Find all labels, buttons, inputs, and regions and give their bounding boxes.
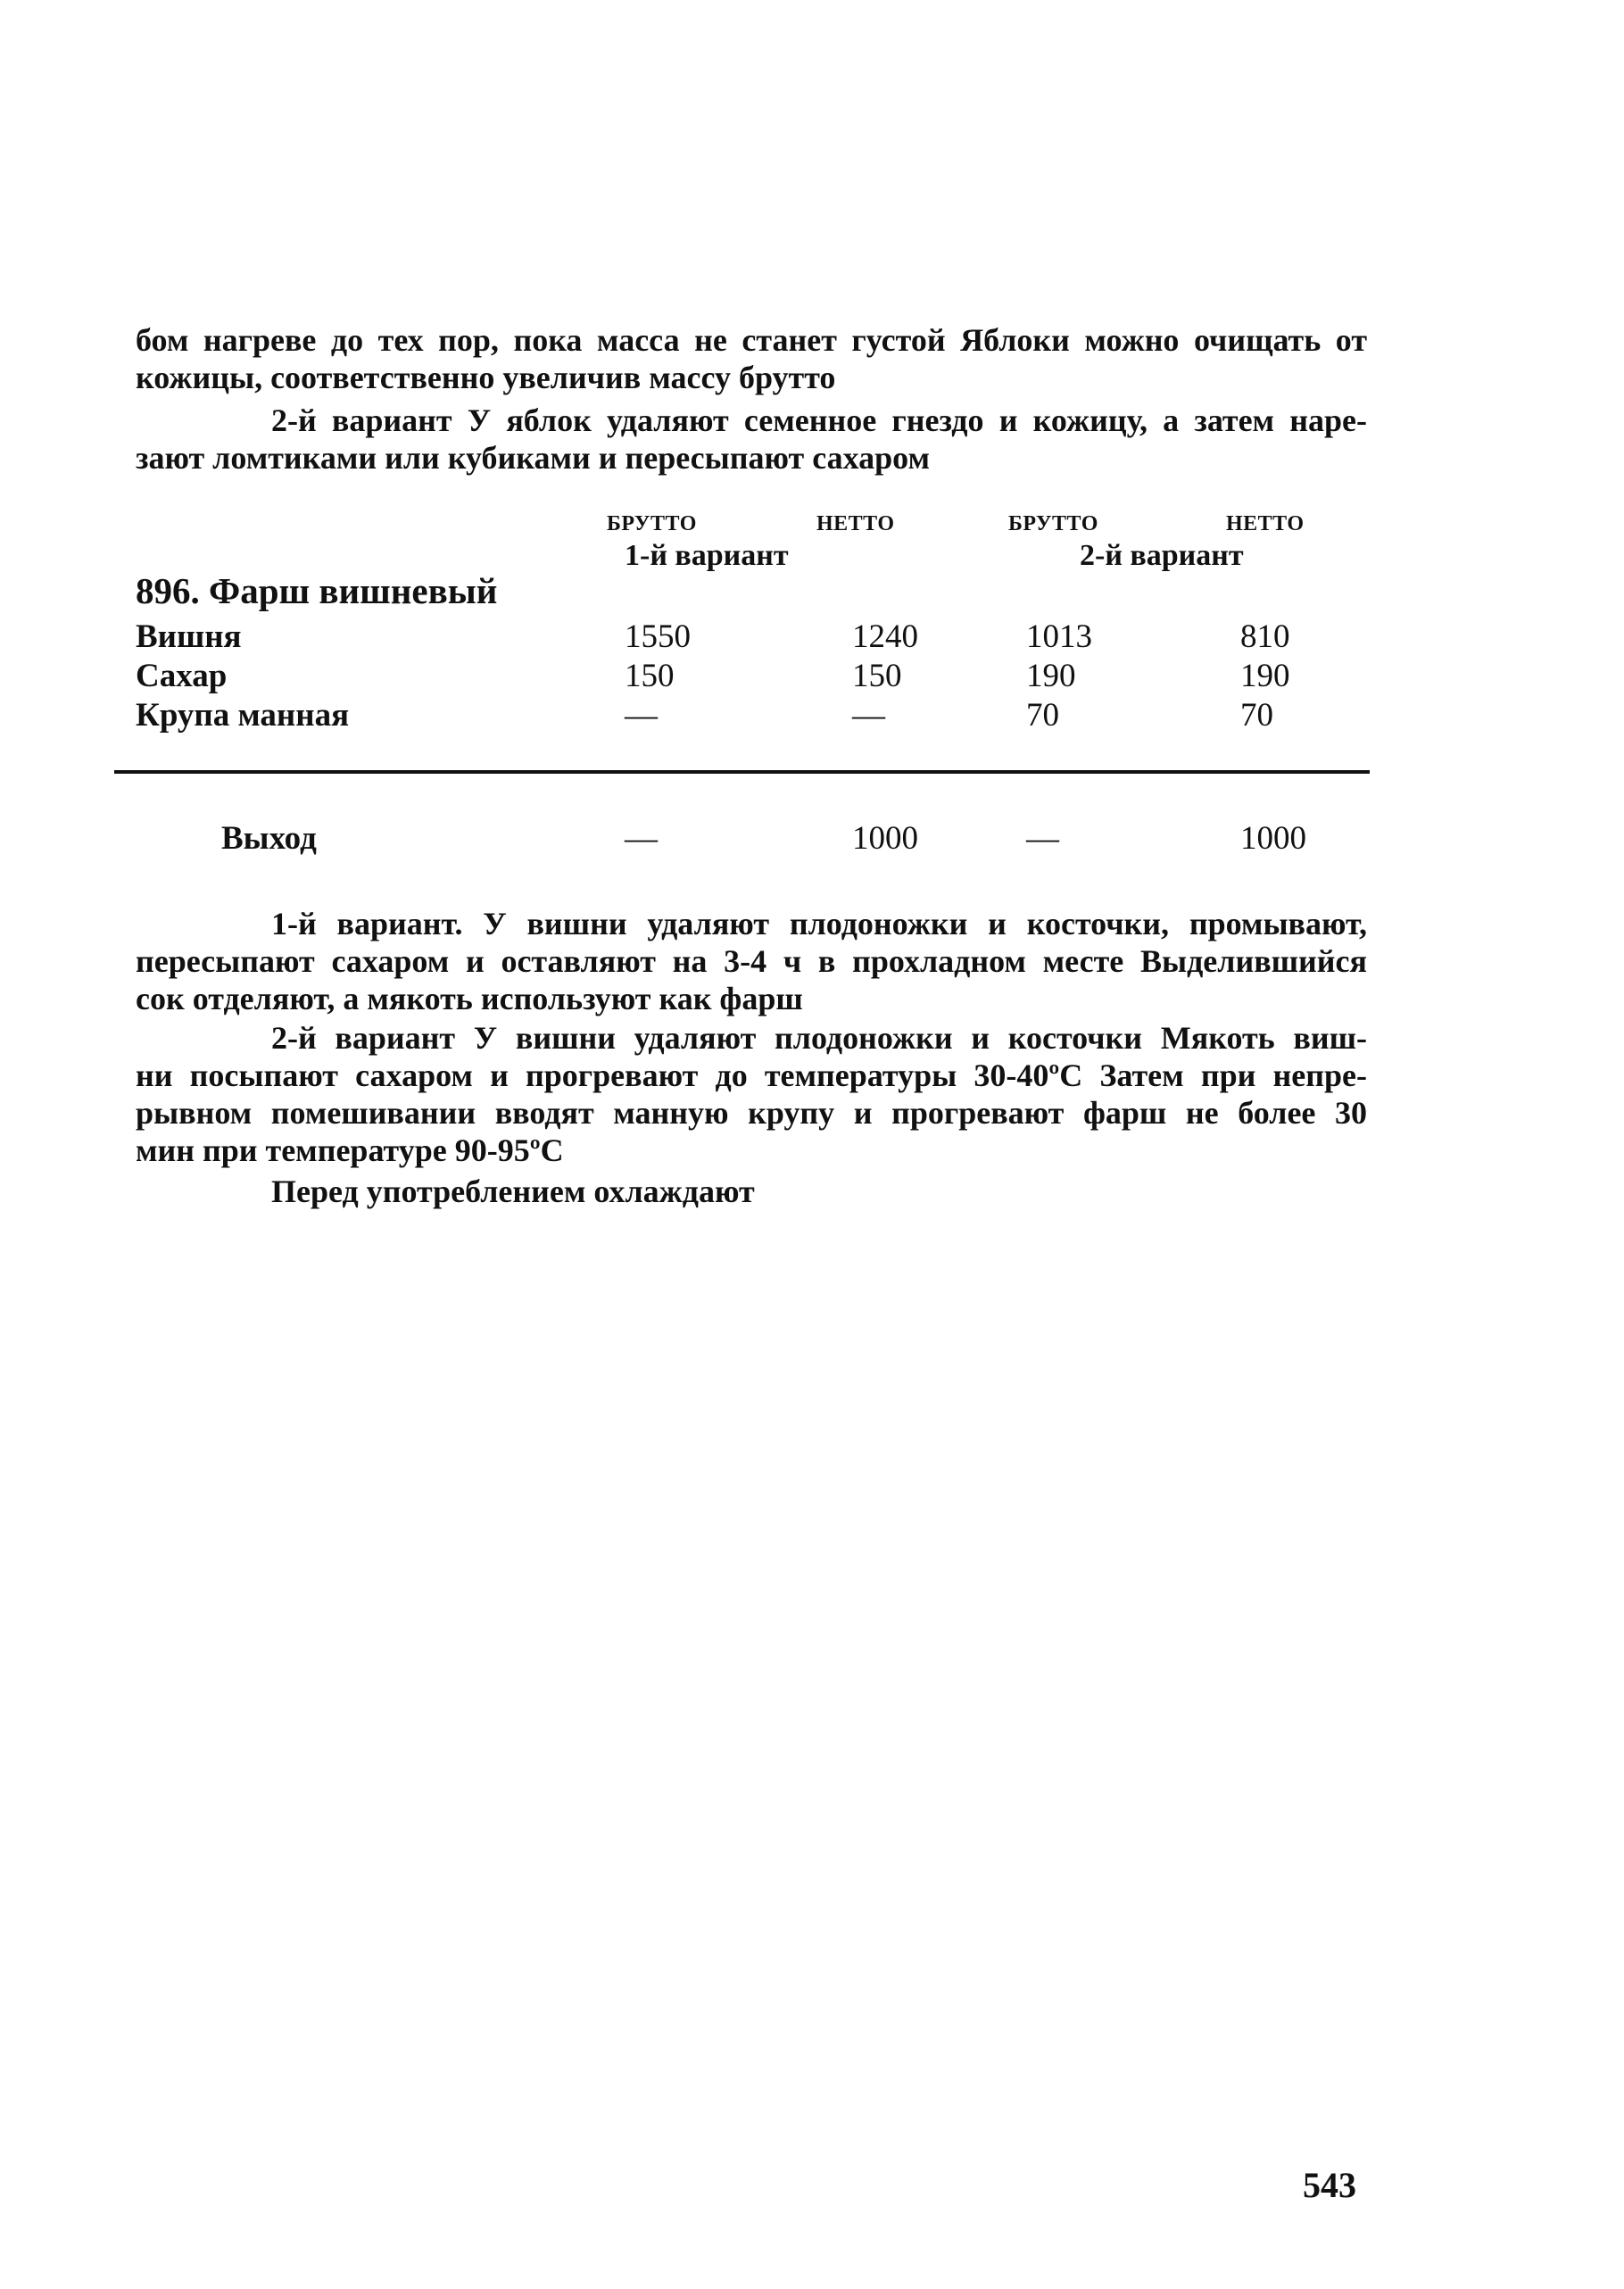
cell-netto-2: 810	[1240, 618, 1290, 655]
recipe-title: 896. Фарш вишневый	[136, 570, 498, 611]
cell-netto-1: 150	[852, 658, 902, 694]
text-line: пересыпают сахаром и оставляют на 3-4 ч в прохладном месте Выделившийся	[136, 943, 1367, 979]
text-line: бом нагреве до тех пор, пока масса не станет густой Яблоки можно очищать от	[136, 322, 1367, 358]
cell-netto-2: 70	[1240, 697, 1273, 734]
row-label: Сахар	[136, 658, 228, 694]
variant-1-label: 1-й вариант	[625, 539, 789, 572]
apple-variant-2-paragraph	[136, 402, 1367, 477]
text-line: зают ломтиками или кубиками и пересыпают сахаром	[136, 440, 930, 476]
text-line: 2-й вариант У вишни удаляют плодоножки и косточки Мякоть виш-	[271, 1020, 1367, 1056]
row-label: Вишня	[136, 618, 242, 655]
column-header-brutto-2: БРУТТО	[1008, 512, 1098, 535]
page-number: 543	[1303, 2165, 1356, 2205]
column-header-brutto-1: БРУТТО	[607, 512, 697, 535]
cell-brutto-2: 1013	[1026, 618, 1092, 655]
cherry-variant-2-paragraph	[136, 1019, 1367, 1169]
text-line: сок отделяют, а мякоть используют как фарш	[136, 981, 803, 1016]
cherry-variant-1-paragraph	[136, 905, 1367, 1017]
text-line: ни посыпают сахаром и прогревают до температуры 30-40ºС Затем при непре-	[136, 1057, 1367, 1093]
text-line: мин при температуре 90-95ºС	[136, 1132, 564, 1168]
cell-netto-1: 1240	[852, 618, 918, 655]
text-line: кожицы, соответственно увеличив массу брутто	[136, 360, 836, 395]
cell-netto-1: —	[852, 697, 885, 734]
text-line: 1-й вариант. У вишни удаляют плодоножки и косточки, промывают,	[271, 906, 1367, 941]
serving-note-paragraph	[136, 1173, 1367, 1210]
row-label: Крупа манная	[136, 697, 350, 734]
cell-brutto-1: 1550	[625, 618, 691, 655]
column-header-netto-2: НЕТТО	[1226, 512, 1305, 535]
variant-2-label: 2-й вариант	[1080, 539, 1244, 572]
output-netto-2: 1000	[1240, 820, 1306, 857]
text-line: Перед употреблением охлаждают	[271, 1174, 755, 1209]
text-line: 2-й вариант У яблок удаляют семенное гнездо и кожицу, а затем наре-	[271, 402, 1367, 438]
output-brutto-1: —	[625, 820, 658, 857]
cell-brutto-1: —	[625, 697, 658, 734]
output-brutto-2: —	[1026, 820, 1059, 857]
cell-brutto-2: 70	[1026, 697, 1059, 734]
cell-brutto-2: 190	[1026, 658, 1076, 694]
intro-paragraph	[136, 321, 1367, 396]
output-label: Выход	[221, 820, 317, 857]
cell-netto-2: 190	[1240, 658, 1290, 694]
output-netto-1: 1000	[852, 820, 918, 857]
cell-brutto-1: 150	[625, 658, 675, 694]
text-line: рывном помешивании вводят манную крупу и прогревают фарш не более 30	[136, 1095, 1367, 1131]
column-header-netto-1: НЕТТО	[816, 512, 895, 535]
table-divider	[114, 770, 1370, 774]
